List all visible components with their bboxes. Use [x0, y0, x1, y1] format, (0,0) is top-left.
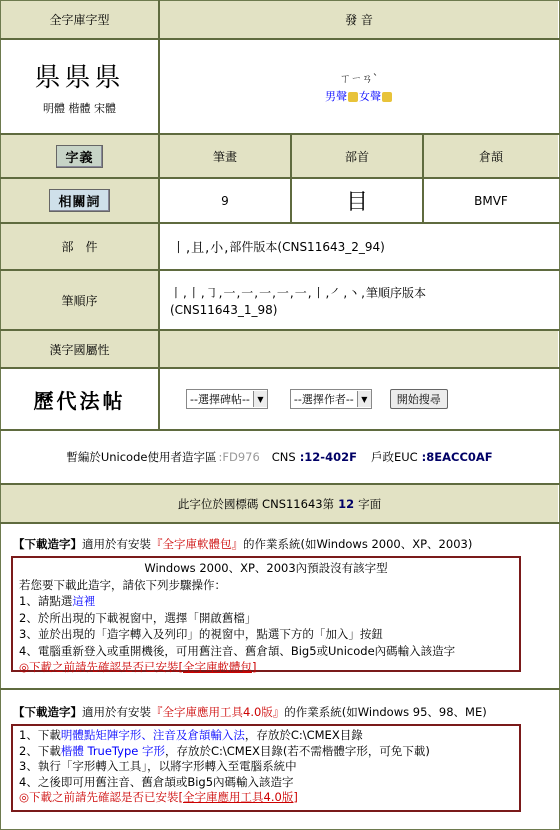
kai-font-link[interactable]: 楷體	[60, 743, 84, 758]
download-section-2	[1, 690, 558, 828]
stroke-order-version: 筆順序版本	[365, 285, 426, 300]
cangjie-header	[424, 135, 558, 177]
grid-line	[290, 133, 292, 222]
calligraphy-label: 歷代法帖	[33, 388, 126, 413]
download-2-step4: 4、之後即可用舊注音、舊倉頡或Big5內碼輸入該造字	[19, 774, 294, 789]
package-link[interactable]: 『全字庫軟體包』	[151, 537, 243, 551]
pronunciation-label: 發 音	[345, 13, 373, 27]
pronunciation-cell	[160, 40, 558, 133]
stroke-order-label: 筆順序	[61, 293, 98, 308]
stroke-order-glyphs: 丨,丨,㇆,一,一,一,一,一,丨,㇒,丶,	[170, 285, 366, 300]
cangjie-value-cell	[424, 179, 558, 222]
components-label-cell	[1, 224, 158, 269]
codes-prefix: 暫編於Unicode使用者造字區	[66, 450, 217, 464]
glyph-ming: 県	[34, 63, 65, 93]
cns-plane-row	[1, 485, 558, 522]
cangjie-value: BMVF	[474, 193, 508, 208]
ming-font-link[interactable]: 明體點矩陣字形、注音及倉頡輸入法	[60, 728, 245, 742]
speaker-icon[interactable]	[348, 92, 358, 102]
cns-plane-prefix: 此字位於國標碼 CNS11643第	[177, 496, 335, 511]
tools-package-link[interactable]: 『全字庫應用工具4.0版』	[151, 705, 285, 719]
meaning-cell	[1, 135, 158, 177]
grid-line	[422, 133, 424, 222]
origin-label-cell	[1, 331, 158, 367]
chevron-down-icon: ▼	[357, 391, 371, 407]
strokes-label: 筆畫	[212, 149, 237, 164]
origin-label: 漢字國屬性	[49, 342, 110, 357]
radical-header	[292, 135, 422, 177]
stroke-order-version-code: (CNS11643_1_98)	[170, 302, 278, 317]
components-label: 部 件	[61, 240, 98, 254]
download-2-title: 【下載造字】適用於有安裝『全字庫應用工具4.0版』的作業系統(如Windows 95、98、ME)	[13, 705, 487, 719]
strokes-header	[160, 135, 290, 177]
tools-note-link[interactable]: [全字庫應用工具4.0版]	[178, 790, 298, 804]
package-note-link[interactable]: [全字庫軟體包]	[178, 660, 257, 674]
component-glyphs: 丨,且,小,	[172, 241, 230, 256]
radical-label: 部首	[344, 149, 369, 164]
male-voice-link[interactable]: 男聲	[325, 89, 347, 103]
chevron-down-icon: ▼	[253, 391, 267, 407]
download-1-step4: 4、電腦重新登入或重開機後，可用舊注音、舊倉頡、Big5或Unicode內碼輸入該造字	[19, 643, 456, 658]
unicode-code: :FD976	[218, 450, 260, 464]
grid-line	[0, 429, 560, 431]
audio-links	[325, 88, 393, 104]
cns-code: :12-402F	[299, 450, 357, 464]
search-button[interactable]: 開始搜尋	[390, 389, 448, 409]
download-2-step3: 3、執行「字形轉入工具」，以將字形轉入至電腦系統中	[19, 759, 297, 773]
download-here-link[interactable]: 這裡	[72, 594, 96, 608]
grid-line	[0, 522, 560, 524]
meaning-button[interactable]: 字義	[56, 145, 102, 168]
female-voice-link[interactable]: 女聲	[359, 89, 381, 103]
calligraphy-label-cell	[1, 369, 158, 429]
zhuyin-text: ㄒㄧㄢˋ	[339, 71, 379, 85]
download-1-step1: 1、請點選這裡	[19, 594, 96, 608]
glyph-chars	[34, 57, 124, 94]
strokes-value: 9	[221, 193, 229, 208]
grid-line	[0, 38, 560, 40]
stele-select[interactable]: --選擇碑帖-- ▼	[186, 389, 268, 409]
grid-line	[158, 0, 160, 429]
components-version: 部件版本(CNS11643_2_94)	[229, 240, 385, 254]
download-1-step3: 3、並於出現的「造字轉入及列印」的視窗中，點選下方的「加入」按鈕	[19, 627, 383, 641]
grid-line	[0, 269, 560, 271]
cns-label: CNS	[271, 450, 296, 464]
download-1-step2: 2、於所出現的下載視窗中，選擇「開啟舊檔」	[19, 610, 257, 625]
related-cell	[1, 179, 158, 222]
download-2-note: ◎下載之前請先確認是否已安裝[全字庫應用工具4.0版]	[19, 790, 298, 804]
grid-line	[0, 688, 560, 690]
download-1-intro: 若您要下載此造字，請依下列步驟操作：	[19, 577, 226, 592]
radical-value[interactable]: 目	[345, 190, 368, 215]
euc-label: 戶政EUC	[370, 450, 418, 464]
grid-line	[0, 133, 560, 135]
strokes-value-cell	[160, 179, 290, 222]
speaker-icon[interactable]	[382, 92, 392, 102]
author-select[interactable]: --選擇作者-- ▼	[290, 389, 372, 409]
download-section-1	[1, 524, 558, 688]
download-1-title: 【下載造字】適用於有安裝『全字庫軟體包』的作業系統(如Windows 2000、XP、2003)	[13, 537, 473, 551]
glyph-style-labels: 明體 楷體 宋體	[43, 102, 116, 115]
origin-value-cell	[160, 331, 558, 367]
glyph-display	[1, 40, 158, 133]
glyph-type-header	[1, 1, 158, 38]
euc-code: :8EACC0AF	[421, 450, 493, 464]
calligraphy-controls	[160, 369, 558, 429]
stroke-order-value-cell	[160, 271, 558, 329]
download-2-step1: 1、下載明體點矩陣字形、注音及倉頡輸入法，存放於C:\CMEX目錄	[19, 728, 363, 742]
download-2-box	[11, 724, 521, 812]
pronunciation-header	[160, 1, 558, 38]
download-1-box	[11, 556, 521, 672]
codes-row	[1, 431, 558, 483]
radical-value-cell	[292, 179, 422, 222]
grid-line	[0, 329, 560, 331]
cangjie-label: 倉頡	[478, 149, 503, 164]
download-1-note: ◎下載之前請先確認是否已安裝[全字庫軟體包]	[19, 660, 257, 674]
grid-line	[0, 177, 560, 179]
cns-plane-suffix: 字面	[358, 496, 382, 511]
stroke-order-label-cell	[1, 271, 158, 329]
glyph-kai: 県	[64, 63, 95, 93]
components-value-cell	[160, 224, 558, 269]
related-words-button[interactable]: 相關詞	[49, 189, 109, 212]
grid-line	[0, 367, 560, 369]
glyph-type-label: 全字庫字型	[49, 13, 110, 27]
download-2-step2: 2、下載楷體 TrueType 字形，存放於C:\CMEX目錄(若不需楷體字形，可免下載)	[19, 743, 430, 758]
download-1-box-title: Windows 2000、XP、2003內預設沒有該字型	[144, 561, 388, 575]
grid-line	[0, 222, 560, 224]
grid-line	[0, 483, 560, 485]
glyph-song: 県	[94, 63, 125, 93]
cns-plane-number: 12	[338, 496, 355, 511]
